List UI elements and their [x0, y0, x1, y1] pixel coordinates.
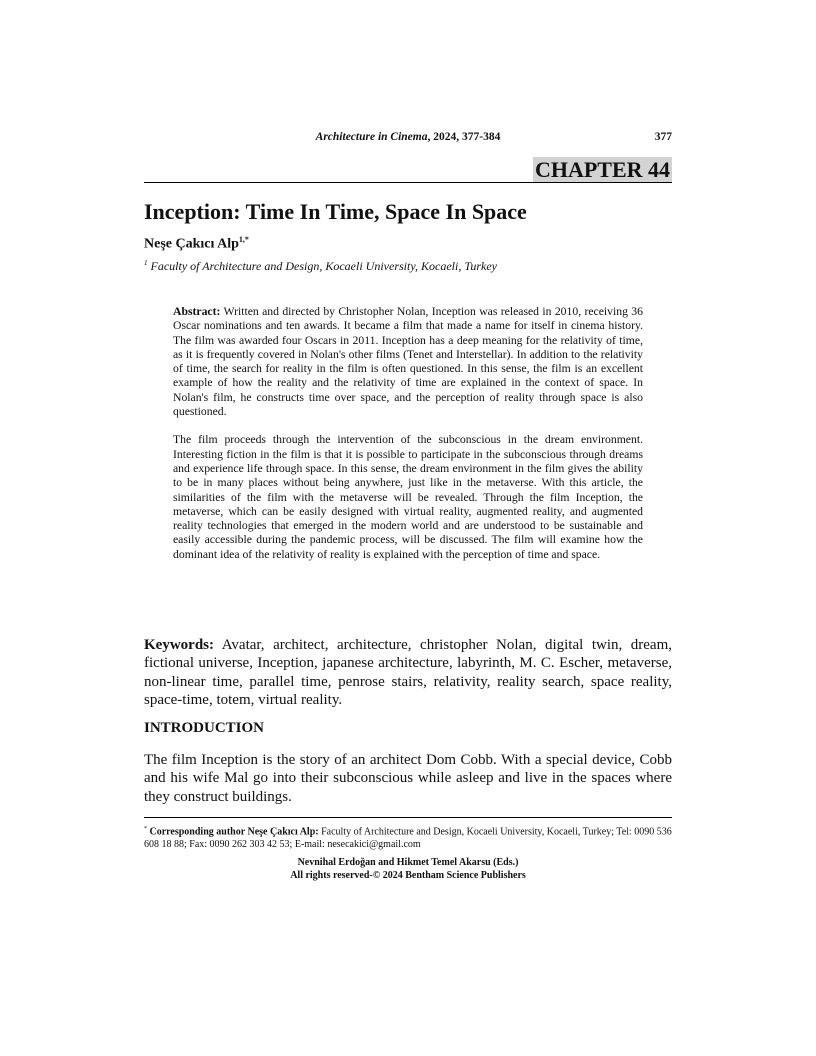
- chapter-label: CHAPTER 44: [534, 157, 670, 182]
- abstract-paragraph-1: [173, 305, 643, 419]
- author-superscript: 1,*: [238, 235, 249, 244]
- footnote: [144, 823, 672, 851]
- publisher-rights: All rights reserved-© 2024 Bentham Science Publishers: [290, 869, 526, 881]
- publisher-info: [144, 857, 672, 882]
- chapter-label-wrap: [144, 157, 672, 183]
- keywords-text: Avatar, architect, architecture, christopher Nolan, digital twin, dream, fictional universe, Inception, japanese architecture, labyrinth, M. C. Escher, metaverse, non-linear time, parallel time, penrose stairs, relativity, reality search, space reality, space-time, totem, virtual reality.: [144, 637, 672, 708]
- journal-citation: [144, 131, 672, 143]
- affiliation: [144, 259, 497, 274]
- affiliation-superscript: 1: [144, 259, 148, 267]
- footnote-rule: [144, 817, 672, 818]
- running-head: [144, 131, 672, 147]
- abstract: [173, 305, 643, 576]
- publisher-editors: Nevnihal Erdoğan and Hikmet Temel Akarsu (Eds.): [297, 857, 519, 868]
- abstract-label: Abstract:: [173, 305, 221, 318]
- journal-name: Architecture in Cinema: [315, 131, 428, 143]
- footnote-marker: *: [144, 826, 147, 832]
- keywords-label: Keywords:: [144, 637, 214, 653]
- introduction-text: The film Inception is the story of an architect Dom Cobb. With a special device, Cobb and his wife Mal go into their subconscious while asleep and live in the spaces where they construct buildings.: [144, 752, 672, 805]
- author-name: Neşe Çakıcı Alp: [144, 236, 239, 252]
- journal-details: , 2024, 377-384: [427, 131, 501, 143]
- abstract-text-1: Written and directed by Christopher Nolan, Inception was released in 2010, receiving 36 Oscar nominations and ten awards. It became a film that made a name for itself in cinema history. The film was awarded four Oscars in 2011. Inception has a deep meaning for the relativity of time, as it is frequently covered in Nolan's other films (Tenet and Interstellar). In addition to the relativity of time, the search for reality in the film is often questioned. In this sense, the film is an excellent example of how the reality and the relativity of time are explained in the context of space. In Nolan's film, he constructs time over space, and the perception of reality through space is also questioned.: [173, 305, 643, 419]
- introduction-heading: INTRODUCTION: [144, 720, 265, 736]
- affiliation-text: Faculty of Architecture and Design, Kocaeli University, Kocaeli, Turkey: [150, 259, 497, 273]
- abstract-paragraph-2: The film proceeds through the intervention of the subconscious in the dream environment. Interesting fiction in the film is that it is possible to participate in the subconscious through dreams and experience life through space. In this sense, the dream environment in the film gives the ability to be in many places without being anywhere, just like in the metaverse. With this article, the similarities of the film with the metaverse will be revealed. Through the film Inception, the metaverse, which can be easily designed with virtual reality, augmented reality, and augmented reality technologies that emerged in the modern world and are understood to be sustainable and easily accessible during the pandemic process, will be discussed. The film will examine how the dominant idea of the relativity of reality is explained with the perception of time and space.: [173, 433, 643, 561]
- footnote-text: Faculty of Architecture and Design, Kocaeli University, Kocaeli, Turkey; Tel: 0090 536 608 18 88; Fax: 0090 262 303 42 53; E-mail: nesecakici@gmail.com: [144, 826, 672, 850]
- page-number: 377: [654, 131, 672, 143]
- author: [144, 235, 249, 253]
- chapter-rule: [144, 182, 672, 183]
- footnote-label: Corresponding author Neşe Çakıcı Alp:: [149, 826, 319, 838]
- keywords: [144, 636, 672, 709]
- paper-title: Inception: Time In Time, Space In Space: [144, 199, 527, 224]
